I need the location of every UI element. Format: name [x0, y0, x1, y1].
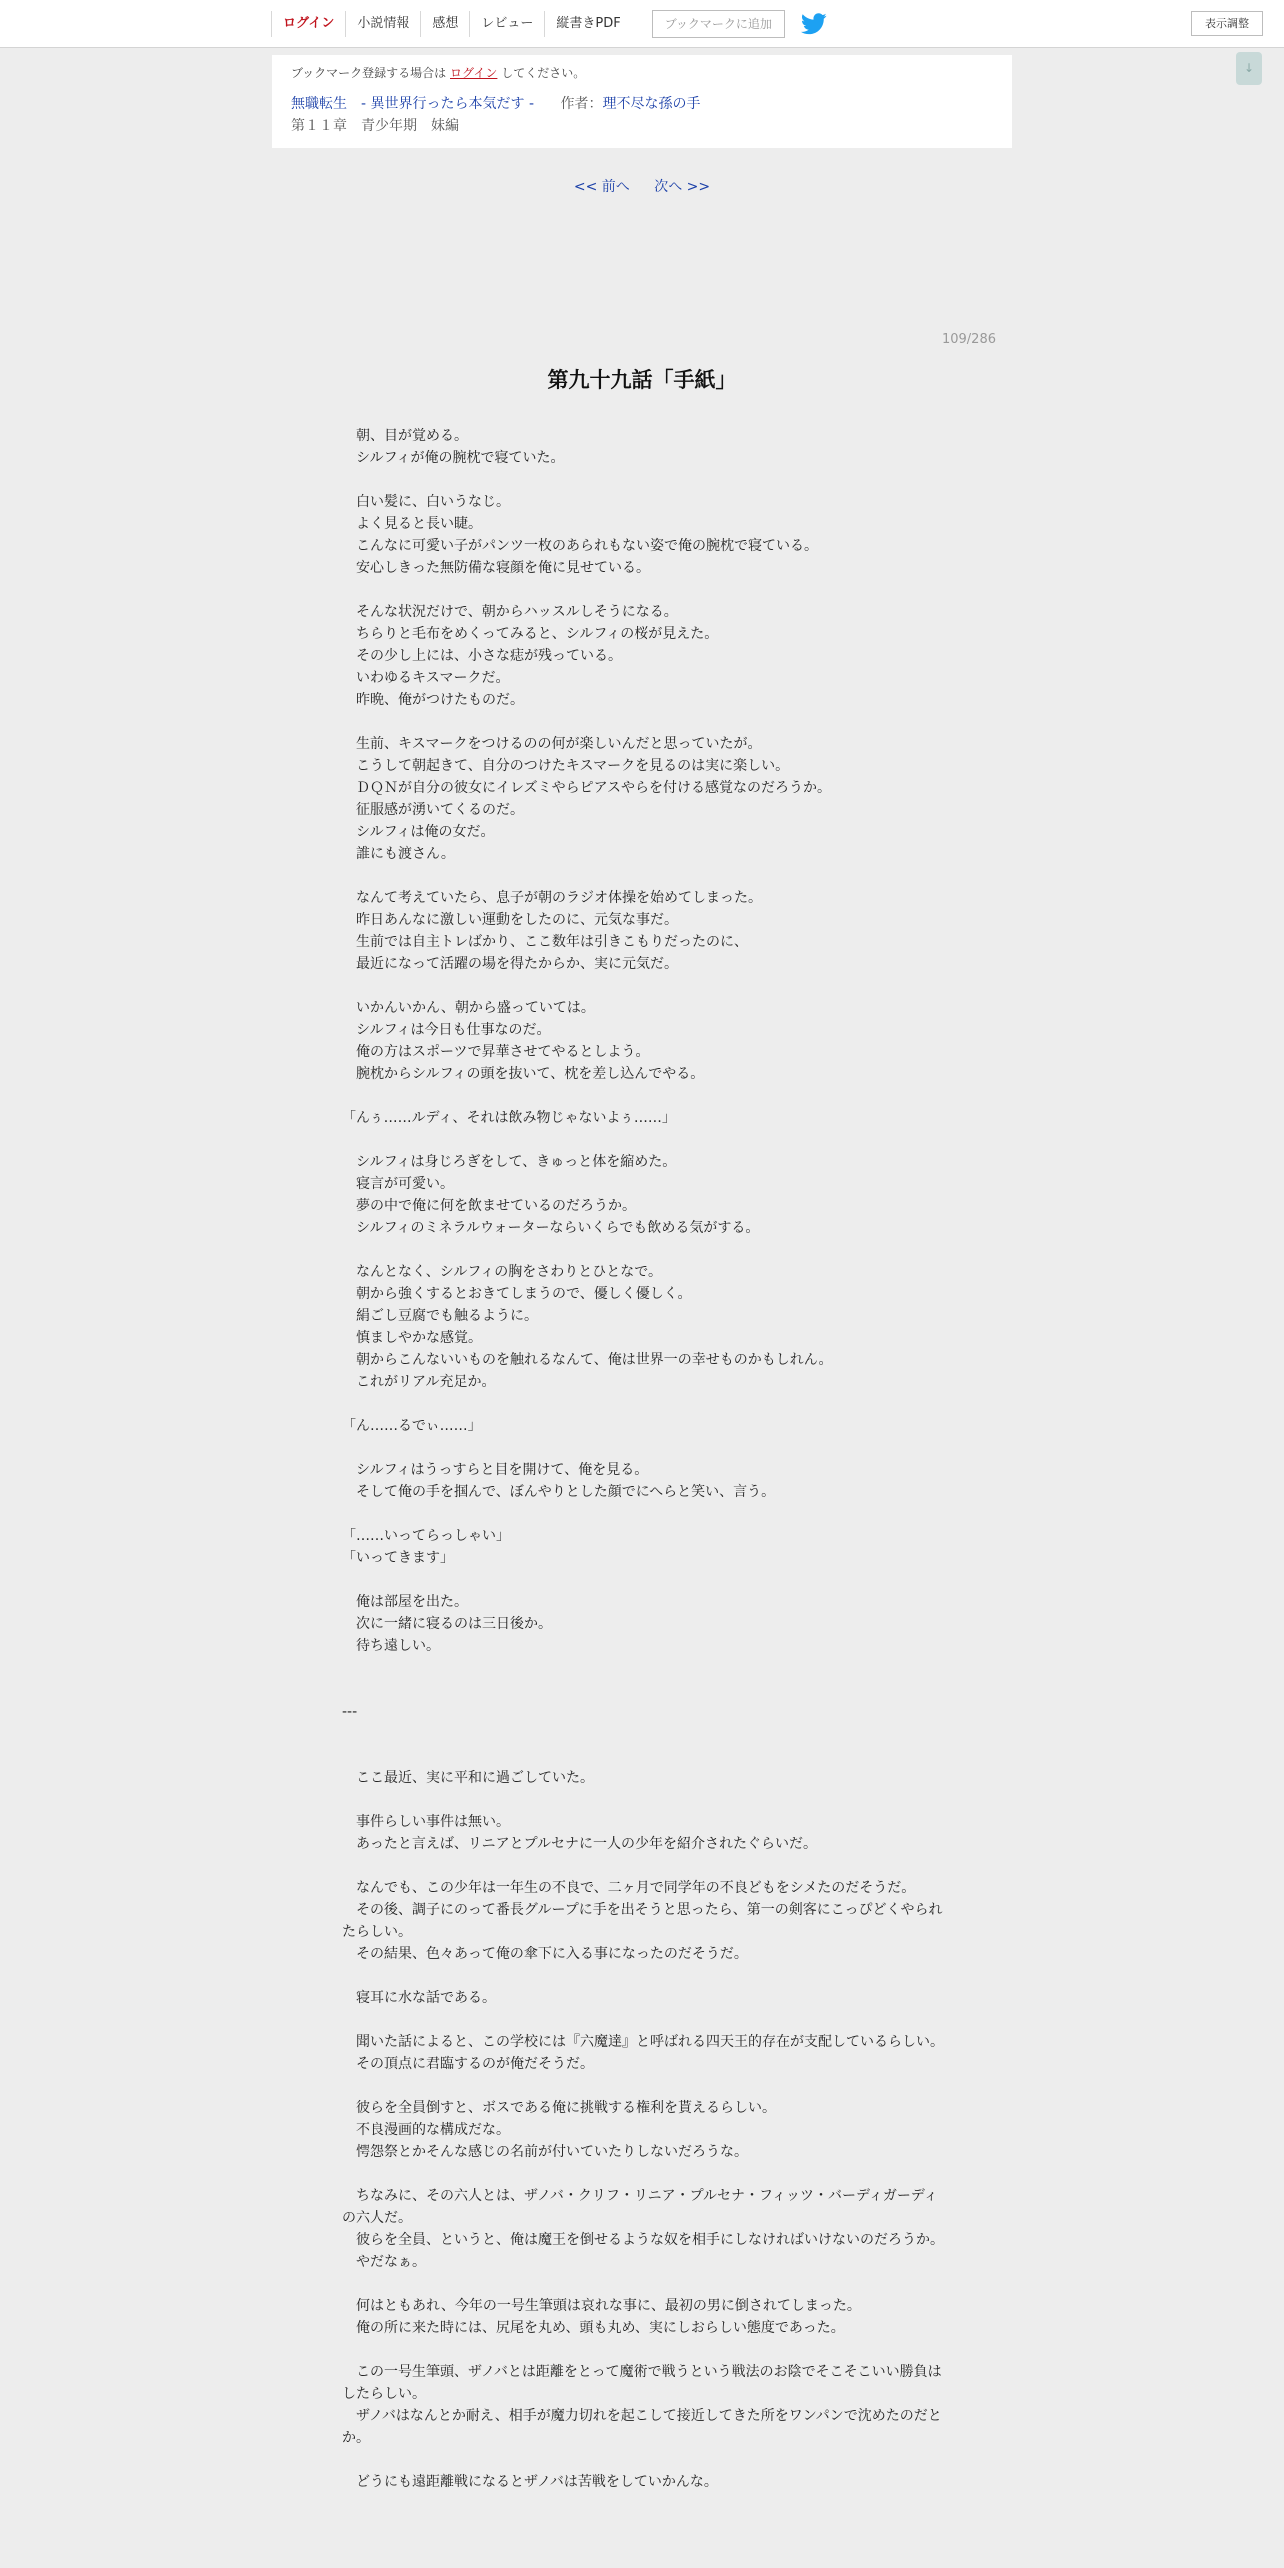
body-line [342, 2163, 946, 2185]
body-line [342, 2075, 946, 2097]
body-line: 最近になって活躍の場を得たからか、実に元気だ。 [342, 956, 678, 972]
body-line [342, 1679, 946, 1701]
prev-page-link[interactable]: << 前へ [573, 179, 630, 195]
body-line [342, 1085, 946, 1107]
body-line: シルフィは今日も仕事なのだ。 [342, 1022, 551, 1038]
body-line: 「……いってらっしゃい」 [342, 1528, 510, 1544]
top-bar [0, 0, 1284, 48]
body-line: 「んぅ……ルディ、それは飲み物じゃないよぅ……」 [342, 1110, 676, 1126]
author-link[interactable]: 理不尽な孫の手 [602, 96, 701, 112]
body-line [342, 1789, 946, 1811]
nav-impressions[interactable]: 感想 [420, 11, 469, 37]
nav-vertical-pdf[interactable]: 縦書きPDF [544, 11, 631, 37]
body-line: 征服感が湧いてくるのだ。 [342, 802, 524, 818]
body-line: 朝から強くするとおきてしまうので、優しく優しく。 [342, 1286, 692, 1302]
body-line: 誰にも渡さん。 [342, 846, 455, 862]
author-label: 作者： [560, 96, 603, 112]
body-line [342, 469, 946, 491]
main-nav [271, 7, 827, 41]
body-line: 事件らしい事件は無い。 [342, 1814, 510, 1830]
body-line: なんて考えていたら、息子が朝のラジオ体操を始めてしまった。 [342, 890, 762, 906]
body-line: なんとなく、シルフィの胸をさわりとひとなで。 [342, 1264, 662, 1280]
body-line [342, 2009, 946, 2031]
notice-login-link[interactable]: ログイン [450, 66, 498, 80]
body-line: 安心しきった無防備な寝顔を俺に見せている。 [342, 560, 650, 576]
body-line: 待ち遠しい。 [342, 1638, 440, 1654]
episode-title: 第九十九話「手紙」 [547, 368, 737, 392]
body-line: 次に一緒に寝るのは三日後か。 [342, 1616, 552, 1632]
body-line [342, 2449, 946, 2471]
body-line: シルフィはうっすらと目を開けて、俺を見る。 [342, 1462, 649, 1478]
body-line: よく見ると長い睫。 [342, 516, 482, 532]
body-line: いわゆるキスマークだ。 [342, 670, 510, 686]
body-line [342, 1723, 946, 1745]
body-line: その頂点に君臨するのが俺だそうだ。 [342, 2056, 594, 2072]
body-line [342, 2339, 946, 2361]
body-line: シルフィは身じろぎをして、きゅっと体を縮めた。 [342, 1154, 677, 1170]
body-line: これがリアル充足か。 [342, 1374, 496, 1390]
body-line [342, 1745, 946, 1767]
nav-novel-info[interactable]: 小説情報 [345, 11, 420, 37]
notice-text-before: ブックマーク登録する場合は [291, 66, 447, 80]
body-line [342, 975, 946, 997]
body-line: --- [342, 1704, 358, 1720]
body-line: 彼らを全員倒すと、ボスである俺に挑戦する権利を貰えるらしい。 [342, 2100, 776, 2116]
body-line: 俺は部屋を出た。 [342, 1594, 468, 1610]
body-line: こんなに可愛い子がパンツ一枚のあられもない姿で俺の腕枕で寝ている。 [342, 538, 818, 554]
body-line: やだなぁ。 [342, 2254, 426, 2270]
body-line [342, 1393, 946, 1415]
scroll-down-button[interactable]: ↓ [1236, 52, 1262, 85]
body-line: この一号生筆頭、ザノバとは距離をとって魔術で戦うという戦法のお陰でそこそこいい勝負はしたらしい。 [342, 2364, 942, 2402]
body-line: 生前では自主トレばかり、ここ数年は引きこもりだったのに、 [342, 934, 748, 950]
body-line: そして俺の手を掴んで、ぼんやりとした顔でにへらと笑い、言う。 [342, 1484, 776, 1500]
body-line: ここ最近、実に平和に過ごしていた。 [342, 1770, 594, 1786]
body-line: 腕枕からシルフィの頭を抜いて、枕を差し込んでやる。 [342, 1066, 705, 1082]
body-line: 俺の方はスポーツで昇華させてやるとしよう。 [342, 1044, 650, 1060]
body-line: シルフィのミネラルウォーターならいくらでも飲める気がする。 [342, 1220, 760, 1236]
novel-body [342, 425, 946, 2493]
novel-title-link[interactable]: 無職転生 - 異世界行ったら本気だす - [291, 96, 535, 112]
body-line: その結果、色々あって俺の傘下に入る事になったのだそうだ。 [342, 1946, 748, 1962]
body-line: 昨晩、俺がつけたものだ。 [342, 692, 524, 708]
body-line: どうにも遠距離戦になるとザノバは苦戦をしていかんな。 [342, 2474, 718, 2490]
body-line: 白い髪に、白いうなじ。 [342, 494, 510, 510]
nav-review[interactable]: レビュー [469, 11, 544, 37]
body-line: 朝からこんないいものを触れるなんて、俺は世界一の幸せものかもしれん。 [342, 1352, 833, 1368]
title-line [291, 94, 993, 114]
body-line: こうして朝起きて、自分のつけたキスマークを見るのは実に楽しい。 [342, 758, 790, 774]
novel-info-box [272, 55, 1012, 148]
body-line [342, 1965, 946, 1987]
bookmark-notice [291, 64, 993, 82]
body-line: 何はともあれ、今年の一号生筆頭は哀れな事に、最初の男に倒されてしまった。 [342, 2298, 861, 2314]
pager [0, 176, 1284, 196]
body-line [342, 711, 946, 733]
nav-login[interactable]: ログイン [271, 11, 345, 37]
body-line [342, 2273, 946, 2295]
body-line: シルフィが俺の腕枕で寝ていた。 [342, 450, 565, 466]
add-bookmark-button[interactable]: ブックマークに追加 [652, 10, 785, 38]
display-settings-button[interactable]: 表示調整 [1191, 11, 1263, 36]
body-line: 朝、目が覚める。 [342, 428, 468, 444]
body-line: その少し上には、小さな痣が残っている。 [342, 648, 622, 664]
body-line [342, 1129, 946, 1151]
body-line: 俺の所に来た時には、尻尾を丸め、頭も丸め、実にしおらしい態度であった。 [342, 2320, 845, 2336]
body-line: ちなみに、その六人とは、ザノバ・クリフ・リニア・プルセナ・フィッツ・バーディガーディの六人だ。 [342, 2188, 938, 2226]
body-line: 夢の中で俺に何を飲ませているのだろうか。 [342, 1198, 636, 1214]
body-line: いかんいかん、朝から盛っていては。 [342, 1000, 595, 1016]
body-line: ちらりと毛布をめくってみると、シルフィの桜が見えた。 [342, 626, 719, 642]
body-line: 昨日あんなに激しい運動をしたのに、元気な事だ。 [342, 912, 678, 928]
body-line [342, 865, 946, 887]
notice-text-after: してください。 [501, 66, 586, 80]
body-line: 「ん……るでぃ……」 [342, 1418, 482, 1434]
body-line: 生前、キスマークをつけるのの何が楽しいんだと思っていたが。 [342, 736, 762, 752]
body-line: ＤＱＮが自分の彼女にイレズミやらピアスやらを付ける感覚なのだろうか。 [342, 780, 832, 796]
body-line: 絹ごし豆腐でも触るように。 [342, 1308, 538, 1324]
body-line [342, 1239, 946, 1261]
body-line: 彼らを全員、というと、俺は魔王を倒せるような奴を相手にしなければいけないのだろうか。 [342, 2232, 944, 2248]
body-line: その後、調子にのって番長グループに手を出そうと思ったら、第一の剣客にこっぴどくやられたらしい。 [342, 1902, 943, 1940]
body-line [342, 1657, 946, 1679]
body-line: そんな状況だけで、朝からハッスルしそうになる。 [342, 604, 678, 620]
body-line: 愕怨祭とかそんな感じの名前が付いていたりしないだろうな。 [342, 2144, 748, 2160]
body-line: 「いってきます」 [342, 1550, 454, 1566]
body-line: あったと言えば、リニアとプルセナに一人の少年を紹介されたぐらいだ。 [342, 1836, 818, 1852]
chapter-title: 第１１章 青少年期 妹編 [291, 118, 459, 134]
body-line [342, 1569, 946, 1591]
next-page-link[interactable]: 次へ >> [654, 179, 711, 195]
body-line: 聞いた話によると、この学校には『六魔達』と呼ばれる四天王的存在が支配しているらしい。 [342, 2034, 944, 2050]
body-line: 寝言が可愛い。 [342, 1176, 454, 1192]
body-line: 不良漫画的な構成だな。 [342, 2122, 510, 2138]
body-line: シルフィは俺の女だ。 [342, 824, 495, 840]
body-line: なんでも、この少年は一年生の不良で、二ヶ月で同学年の不良どもをシメたのだそうだ。 [342, 1880, 916, 1896]
body-line: ザノバはなんとか耐え、相手が魔力切れを起こして接近してきた所をワンパンで沈めたのだとか。 [342, 2408, 942, 2446]
body-line [342, 579, 946, 601]
body-line: 慎ましやかな感覚。 [342, 1330, 482, 1346]
body-line [342, 1503, 946, 1525]
body-line [342, 1855, 946, 1877]
body-line [342, 1437, 946, 1459]
body-line: 寝耳に水な話である。 [342, 1990, 496, 2006]
twitter-icon[interactable] [801, 13, 827, 35]
page-count: 109/286 [941, 332, 996, 347]
